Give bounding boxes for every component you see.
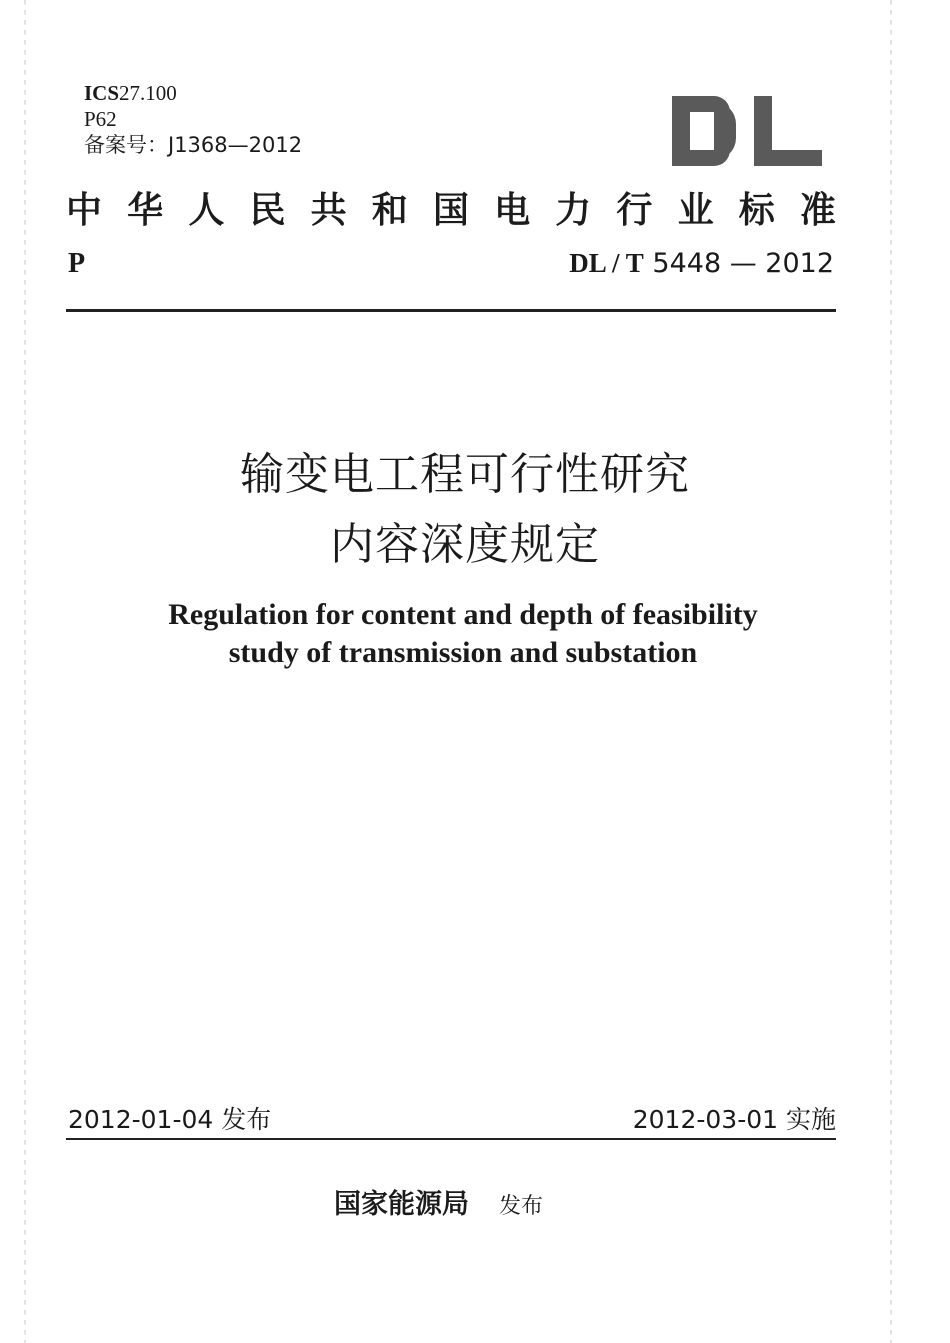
issuer-org-char: 共 bbox=[310, 189, 347, 231]
filing-number: 备案号：J1368—2012 bbox=[84, 133, 303, 157]
issuer-org-char: 华 bbox=[127, 189, 164, 231]
issuer-org-char: 国 bbox=[432, 189, 469, 231]
title-cn-line1: 输变电工程可行性研究 bbox=[240, 449, 690, 500]
issuer-org-char: 准 bbox=[799, 189, 836, 231]
issuer-org-char: 和 bbox=[371, 189, 408, 231]
issuer-organization bbox=[66, 182, 836, 233]
header-rule bbox=[66, 309, 836, 312]
title-en-line2: study of transmission and substation bbox=[228, 636, 698, 669]
issue-date: 2012-01-04 发布 bbox=[68, 1105, 272, 1134]
publisher bbox=[334, 1182, 543, 1221]
dl-logo bbox=[672, 96, 822, 166]
issuer-org-char: 行 bbox=[616, 189, 653, 231]
standard-prefix: DL / T bbox=[569, 248, 644, 278]
scan-edge-right bbox=[890, 0, 892, 1343]
issuer-org-char: 标 bbox=[738, 189, 775, 231]
title-en-line1: Regulation for content and depth of feasibility bbox=[168, 598, 758, 631]
title-cn-line2: 内容深度规定 bbox=[330, 519, 600, 570]
classification-block bbox=[84, 80, 302, 158]
standard-code: 5448 — 2012 bbox=[652, 248, 834, 279]
issuer-org-char: 电 bbox=[494, 189, 531, 231]
footer-rule bbox=[66, 1138, 836, 1140]
publisher-verb: 发布 bbox=[498, 1194, 543, 1219]
publisher-name: 国家能源局 bbox=[334, 1189, 469, 1220]
issuer-org-char: 民 bbox=[249, 189, 286, 231]
issuer-org-char: 人 bbox=[188, 189, 225, 231]
ics-code: ICS27.100 bbox=[84, 81, 177, 105]
issuer-org-char: 业 bbox=[677, 189, 714, 231]
issuer-org-char: 力 bbox=[555, 189, 592, 231]
p-code: P62 bbox=[84, 107, 117, 131]
standard-number bbox=[569, 248, 834, 279]
issuer-org-char: 中 bbox=[66, 189, 103, 231]
implementation-date: 2012-03-01 实施 bbox=[632, 1105, 836, 1134]
scan-edge-left bbox=[24, 0, 26, 1343]
category-letter: P bbox=[68, 248, 86, 279]
